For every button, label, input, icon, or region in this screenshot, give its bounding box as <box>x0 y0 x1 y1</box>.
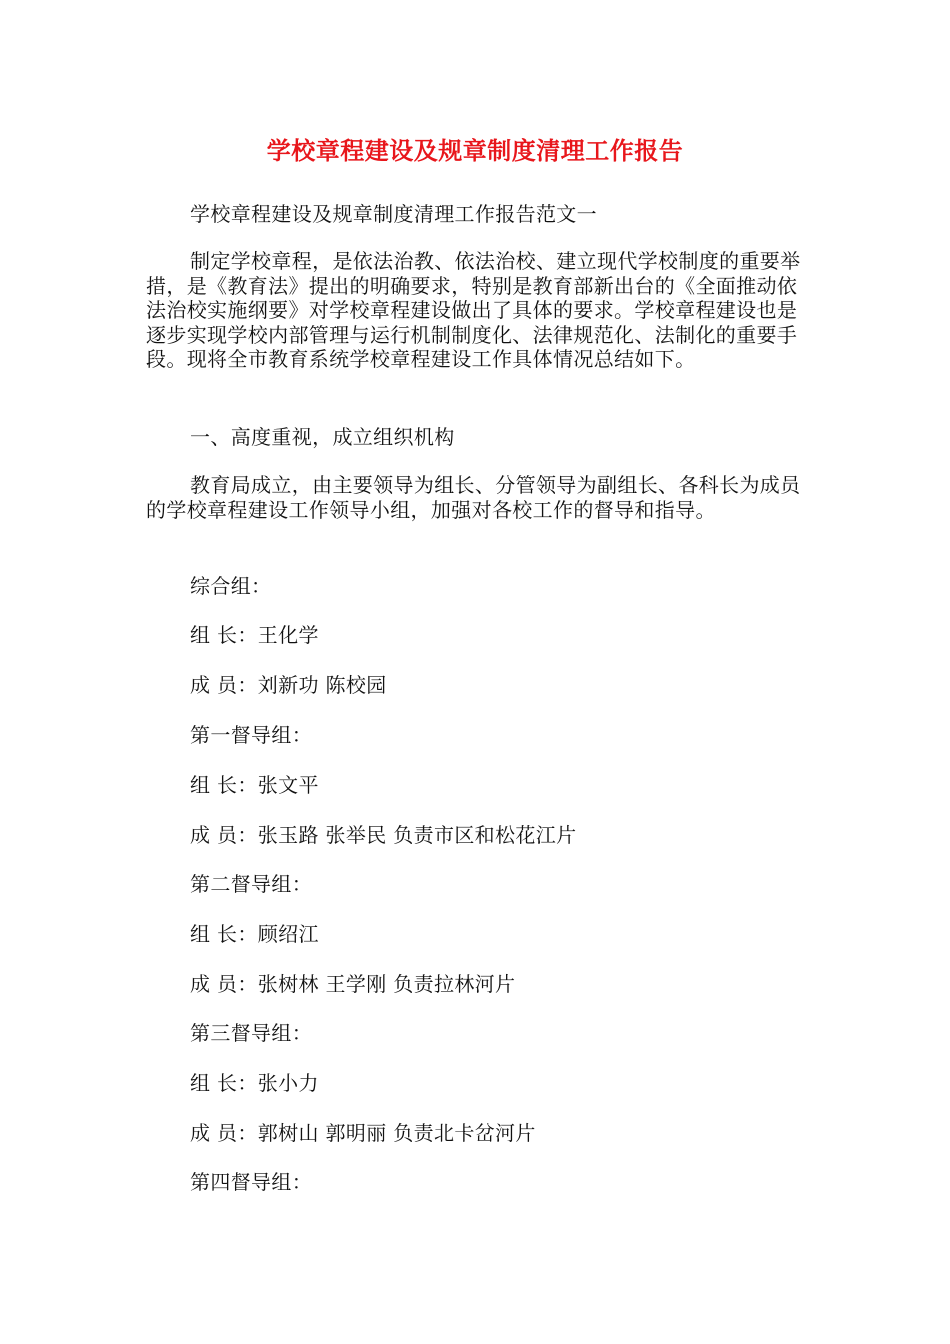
group-members: 成 员：张玉路 张举民 负责市区和松花江片 <box>190 823 577 847</box>
group-leader: 组 长：张文平 <box>190 773 319 797</box>
group-leader: 组 长：顾绍江 <box>190 922 319 946</box>
group-leader: 组 长：王化学 <box>190 623 319 647</box>
group-leader: 组 长：张小力 <box>190 1071 319 1095</box>
group-name: 第三督导组： <box>190 1021 313 1045</box>
group-name: 第二督导组： <box>190 872 313 896</box>
document-subtitle: 学校章程建设及规章制度清理工作报告范文一 <box>190 202 597 226</box>
group-members: 成 员：刘新功 陈校园 <box>190 673 387 697</box>
group-name: 第四督导组： <box>190 1170 313 1194</box>
section-heading: 一、高度重视，成立组织机构 <box>190 425 455 449</box>
body-paragraph: 教育局成立，由主要领导为组长、分管领导为副组长、各科长为成员的学校章程建设工作领导小组，加强对各校工作的督导和指导。 <box>146 473 801 522</box>
group-members: 成 员：张树林 王学刚 负责拉林河片 <box>190 972 516 996</box>
document-title: 学校章程建设及规章制度清理工作报告 <box>266 137 684 165</box>
group-members: 成 员：郭树山 郭明丽 负责北卡岔河片 <box>190 1121 536 1145</box>
group-name: 综合组： <box>190 574 272 598</box>
intro-paragraph: 制定学校章程，是依法治教、依法治校、建立现代学校制度的重要举措，是《教育法》提出的明确要求，特别是教育部新出台的《全面推动依法治校实施纲要》对学校章程建设做出了具体的要求。学校章程建设也是逐步实现学校内部管理与运行机制制度化、法律规范化、法制化的重要手段。现将全市教育系统学校章程建设工作具体情况总结如下。 <box>146 249 801 372</box>
group-name: 第一督导组： <box>190 723 313 747</box>
